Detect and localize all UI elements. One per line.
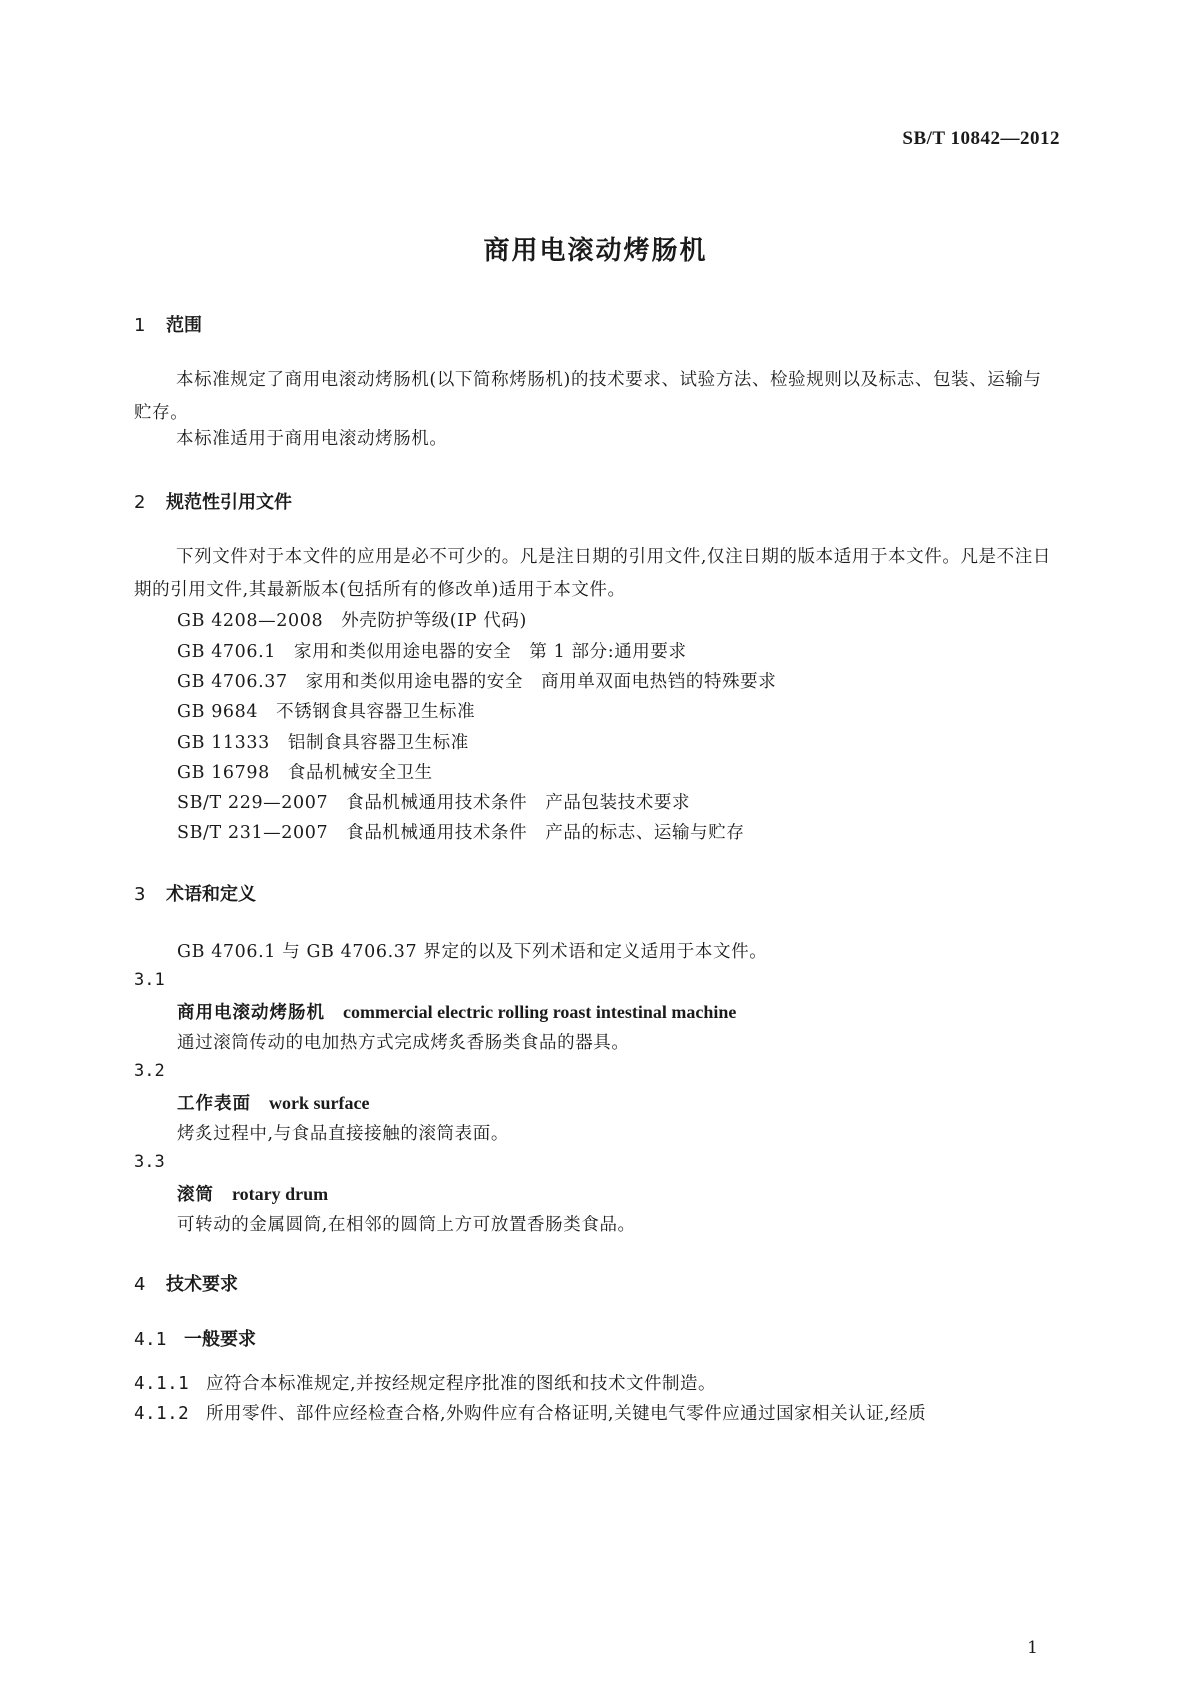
- reference-title: 家用和类似用途电器的安全 商用单双面电热铛的特殊要求: [305, 672, 777, 692]
- standard-code: SB/T 10842—2012: [902, 128, 1060, 149]
- subsection-title: 一般要求: [184, 1329, 256, 1350]
- term-definition: 通过滚筒传动的电加热方式完成烤炙香肠类食品的器具。: [177, 1033, 630, 1053]
- terms-intro: GB 4706.1 与 GB 4706.37 界定的以及下列术语和定义适用于本文件。: [177, 942, 768, 962]
- reference-item: [177, 698, 475, 723]
- section-title: 技术要求: [166, 1274, 238, 1295]
- reference-item: [177, 607, 527, 632]
- reference-item: [177, 819, 744, 844]
- reference-code: GB 11333: [177, 733, 270, 753]
- term-definition: 可转动的金属圆筒,在相邻的圆筒上方可放置香肠类食品。: [177, 1215, 636, 1235]
- reference-title: 外壳防护等级(IP 代码): [341, 611, 527, 631]
- term-zh: 工作表面: [177, 1094, 251, 1114]
- section-number: 4: [134, 1274, 146, 1295]
- term-number: 3.1: [134, 970, 165, 990]
- page-number: 1: [1027, 1638, 1038, 1658]
- section-heading-scope: [134, 311, 202, 337]
- term-number: 3.3: [134, 1152, 165, 1172]
- term-heading: [177, 999, 736, 1024]
- scope-paragraph-2: 本标准适用于商用电滚动烤肠机。: [176, 429, 448, 449]
- reference-item: [177, 789, 690, 814]
- document-title: 商用电滚动烤肠机: [483, 236, 708, 266]
- reference-title: 食品机械通用技术条件 产品包装技术要求: [346, 793, 691, 813]
- term-heading: [177, 1090, 369, 1115]
- section-number: 3: [134, 884, 146, 905]
- section-heading-references: [134, 488, 292, 514]
- term-zh: 商用电滚动烤肠机: [177, 1003, 325, 1023]
- reference-code: SB/T 231—2007: [177, 823, 329, 843]
- section-heading-terms: [134, 880, 256, 906]
- reference-item: [177, 668, 776, 693]
- reference-code: GB 9684: [177, 702, 259, 722]
- reference-item: [177, 729, 469, 754]
- clause-number: 4.1.2: [134, 1404, 190, 1424]
- reference-title: 食品机械通用技术条件 产品的标志、运输与贮存: [346, 823, 745, 843]
- clause: [134, 1400, 926, 1425]
- clause: [134, 1370, 716, 1395]
- references-intro: 下列文件对于本文件的应用是必不可少的。凡是注日期的引用文件,仅注日期的版本适用于本文件。凡是不注日期的引用文件,其最新版本(包括所有的修改单)适用于本文件。: [134, 547, 1051, 600]
- clause-text: 应符合本标准规定,并按经规定程序批准的图纸和技术文件制造。: [206, 1374, 717, 1394]
- reference-title: 不锈钢食具容器卫生标准: [276, 702, 476, 722]
- reference-title: 铝制食具容器卫生标准: [287, 733, 469, 753]
- reference-code: GB 4208—2008: [177, 611, 324, 631]
- term-en: work surface: [269, 1093, 370, 1113]
- reference-code: GB 16798: [177, 763, 270, 783]
- reference-title: 食品机械安全卫生: [287, 763, 433, 783]
- section-number: 2: [134, 492, 146, 513]
- term-en: commercial electric rolling roast intestinal machine: [343, 1002, 737, 1022]
- term-definition: 烤炙过程中,与食品直接接触的滚筒表面。: [177, 1124, 509, 1144]
- reference-item: [177, 759, 433, 784]
- reference-code: GB 4706.37: [177, 672, 288, 692]
- reference-code: SB/T 229—2007: [177, 793, 329, 813]
- section-number: 1: [134, 315, 146, 336]
- reference-title: 家用和类似用途电器的安全 第 1 部分:通用要求: [294, 642, 687, 662]
- reference-code: GB 4706.1: [177, 642, 277, 662]
- term-zh: 滚筒: [177, 1185, 214, 1205]
- clause-text: 所用零件、部件应经检查合格,外购件应有合格证明,关键电气零件应通过国家相关认证,经质: [206, 1404, 927, 1424]
- term-heading: [177, 1181, 328, 1206]
- section-heading-tech: [134, 1270, 238, 1296]
- term-number: 3.2: [134, 1061, 165, 1081]
- subsection-heading: [134, 1325, 256, 1351]
- section-title: 术语和定义: [166, 884, 256, 905]
- reference-item: [177, 638, 687, 663]
- section-title: 规范性引用文件: [166, 492, 292, 513]
- section-title: 范围: [166, 315, 202, 336]
- subsection-number: 4.1: [134, 1329, 167, 1350]
- term-en: rotary drum: [232, 1184, 329, 1204]
- clause-number: 4.1.1: [134, 1374, 190, 1394]
- scope-paragraph-1: 本标准规定了商用电滚动烤肠机(以下简称烤肠机)的技术要求、试验方法、检验规则以及标志、包装、运输与贮存。: [134, 370, 1042, 423]
